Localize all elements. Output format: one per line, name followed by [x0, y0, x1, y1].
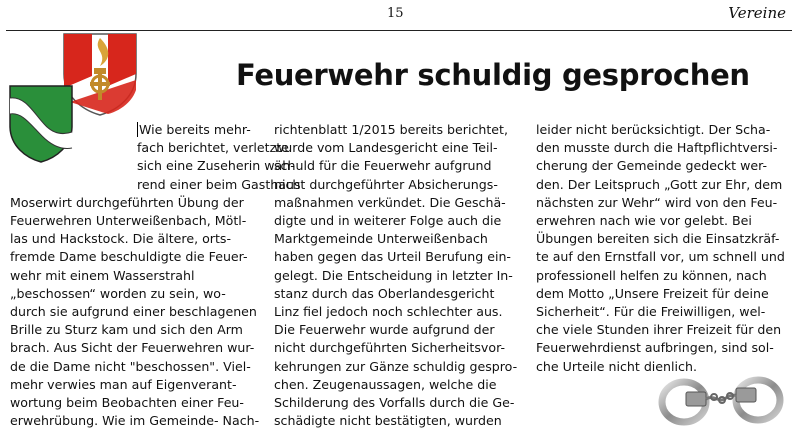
- text-line: erwehren nach wie vor gelebt. Bei: [536, 213, 752, 229]
- text-line: leider nicht berücksichtigt. Der Scha-: [536, 122, 771, 137]
- text-line: te auf den Ernstfall vor, um schnell und: [536, 249, 785, 265]
- handcuffs-icon: [656, 366, 786, 428]
- article-column-2: [274, 121, 524, 430]
- text-line: den musste durch die Haftpflichtversi-: [536, 140, 778, 156]
- text-line: Moserwirt durchgeführten Übung der: [10, 194, 244, 210]
- text-line: erwehrübung. Wie im Gemeinde- Nach-: [10, 413, 260, 429]
- text-line: schuld für die Feuerwehr aufgrund: [274, 158, 492, 174]
- article-title: Feuerwehr schuldig gesprochen: [236, 58, 750, 92]
- text-line: che Urteile nicht dienlich.: [536, 358, 697, 374]
- text-line: schädigte nicht bestätigten, wurden: [274, 413, 502, 429]
- page-number: 15: [387, 6, 404, 21]
- text-line: stanz durch das Oberlandesgericht: [274, 285, 495, 301]
- text-line: Feuerwehrdienst aufbringen, sind sol-: [536, 340, 774, 356]
- text-line: Die Feuerwehr wurde aufgrund der: [274, 322, 495, 338]
- section-label: Vereine: [728, 4, 786, 22]
- text-line: durch sie aufgrund einer beschlagenen: [10, 304, 257, 320]
- text-line: maßnahmen verkündet. Die Geschä-: [274, 194, 506, 210]
- text-line: dem Motto „Unsere Freizeit für deine: [536, 285, 769, 301]
- article-column-1: [10, 121, 301, 430]
- text-line: haben gegen das Urteil Berufung ein-: [274, 249, 511, 265]
- article-column-3: [536, 121, 788, 376]
- text-line: Schilderung des Vorfalls durch die Ge-: [274, 395, 515, 411]
- text-line: rend einer beim Gasthaus: [137, 176, 301, 192]
- text-cursor: [137, 122, 138, 137]
- text-line: den. Der Leitspruch „Gott zur Ehr, dem: [536, 176, 783, 192]
- text-line: richtenblatt 1/2015 bereits berichtet,: [274, 122, 508, 137]
- text-line: sich eine Zuseherin wäh-: [137, 158, 295, 174]
- text-line: de die Dame nicht "beschossen". Viel-: [10, 358, 251, 374]
- text-line: brach. Aus Sicht der Feuerwehren wur-: [10, 340, 255, 356]
- text-line: wortung beim Beobachten einer Feu-: [10, 395, 244, 411]
- text-line: Marktgemeinde Unterweißenbach: [274, 231, 488, 247]
- text-line: Sicherheit“. Für die Freiwilligen, wel-: [536, 304, 766, 320]
- text-line: wurde vom Landesgericht eine Teil-: [274, 140, 498, 156]
- text-line: Brille zu Sturz kam und sich den Arm: [10, 322, 243, 338]
- text-line: mehr verwies man auf Eigenverant-: [10, 376, 237, 392]
- text-line: Übungen bereiten sich die Einsatzkräf-: [536, 231, 780, 247]
- text-line: digte und in weiterer Folge auch die: [274, 213, 502, 229]
- text-line: fremde Dame beschuldigte die Feuer-: [10, 249, 248, 265]
- text-line: „beschossen“ worden zu sein, wo-: [10, 285, 226, 301]
- text-line: professionell helfen zu können, nach: [536, 267, 767, 283]
- text-line: gelegt. Die Entscheidung in letzter In-: [274, 267, 513, 283]
- text-line: Wie bereits mehr-: [139, 122, 251, 137]
- text-line: nächsten zur Wehr“ wird von den Feu-: [536, 194, 778, 210]
- text-line: cherung der Gemeinde gedeckt wer-: [536, 158, 768, 174]
- text-line: nicht durchgeführten Sicherheitsvor-: [274, 340, 506, 356]
- text-line: fach berichtet, verletzte: [137, 140, 289, 156]
- text-line: kehrungen zur Gänze schuldig gespro-: [274, 358, 518, 374]
- text-line: las und Hackstock. Die ältere, orts-: [10, 231, 232, 247]
- text-line: wehr mit einem Wasserstrahl: [10, 267, 195, 283]
- text-line: nicht durchgeführter Absicherungs-: [274, 176, 498, 192]
- text-line: chen. Zeugenaussagen, welche die: [274, 376, 497, 392]
- text-line: che viele Stunden ihrer Freizeit für den: [536, 322, 782, 338]
- text-line: Feuerwehren Unterweißenbach, Mötl-: [10, 213, 247, 229]
- text-line: Linz fiel jedoch noch schlechter aus.: [274, 304, 503, 320]
